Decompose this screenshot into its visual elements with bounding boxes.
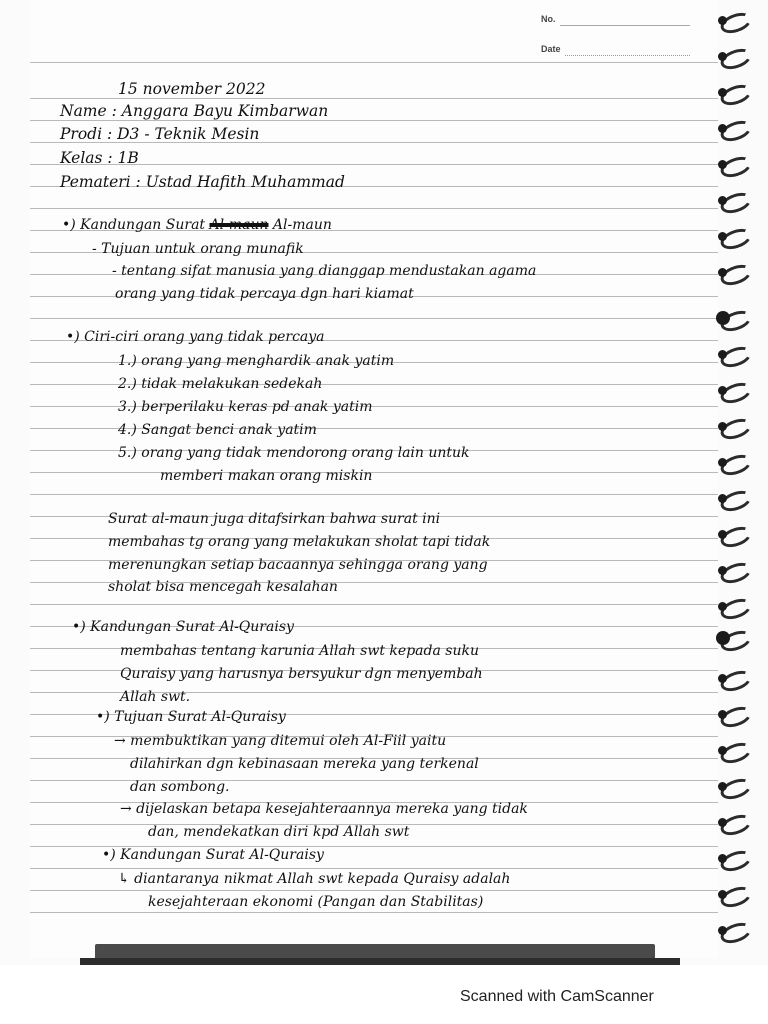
section-heading-text-end: Al-maun (268, 217, 332, 233)
date-line (565, 55, 690, 57)
section-heading-ciri: •) Ciri-ciri orang yang tidak percaya (66, 329, 325, 345)
paragraph-line: sholat bisa mencegah kesalahan (108, 579, 338, 595)
note-line: dilahirkan dgn kebinasaan mereka yang terkenal (130, 756, 479, 772)
list-item: 4.) Sangat benci anak yatim (118, 422, 317, 438)
struck-text: Al-maun (209, 217, 269, 233)
list-item: 2.) tidak melakukan sedekah (118, 376, 323, 392)
list-item: 5.) orang yang tidak mendorong orang lain untuk (118, 445, 470, 461)
prodi-line: Prodi : D3 - Teknik Mesin (60, 125, 260, 143)
date-text: 15 november 2022 (118, 80, 266, 98)
note-line: - Tujuan untuk orang munafik (92, 241, 304, 257)
list-item: 1.) orang yang menghardik anak yatim (118, 353, 395, 369)
section-heading-text: •) Kandungan Surat (62, 217, 210, 233)
note-line: Quraisy yang harusnya bersyukur dgn menyembah (120, 666, 483, 682)
note-line: orang yang tidak percaya dgn hari kiamat (115, 286, 414, 302)
note-line: kesejahteraan ekonomi (Pangan dan Stabilitas) (148, 894, 484, 910)
list-item: 3.) berperilaku keras pd anak yatim (118, 399, 373, 415)
note-line: → membuktikan yang ditemui oleh Al-Fiil yaitu (114, 733, 447, 749)
section-heading-quraisy: •) Kandungan Surat Al-Quraisy (72, 619, 294, 635)
list-item-continued: memberi makan orang miskin (160, 468, 373, 484)
note-line: Allah swt. (120, 689, 191, 705)
date-label: Date (541, 44, 561, 54)
note-line: ↳ diantaranya nikmat Allah swt kepada Quraisy adalah (118, 871, 511, 887)
pemateri-line: Pemateri : Ustad Hafith Muhammad (60, 173, 345, 191)
note-line: - tentang sifat manusia yang dianggap mendustakan agama (112, 263, 537, 279)
no-label: No. (541, 14, 556, 24)
section-heading-tujuan: •) Tujuan Surat Al-Quraisy (96, 709, 286, 725)
paragraph-line: merenungkan setiap bacaannya sehingga orang yang (108, 557, 488, 573)
page-edge-dark (80, 958, 680, 965)
camscanner-watermark: Scanned with CamScanner (460, 988, 654, 1005)
section-heading-kandungan-quraisy: •) Kandungan Surat Al-Quraisy (102, 847, 324, 863)
note-line: → dijelaskan betapa kesejahteraannya mereka yang tidak (120, 801, 528, 817)
paragraph-line: membahas tg orang yang melakukan sholat tapi tidak (108, 534, 491, 550)
paragraph-line: Surat al-maun juga ditafsirkan bahwa surat ini (108, 511, 441, 527)
note-line: membahas tentang karunia Allah swt kepada suku (120, 643, 479, 659)
section-heading-almaun (62, 216, 332, 234)
name-line: Name : Anggara Bayu Kimbarwan (60, 102, 329, 120)
no-line (560, 25, 690, 26)
kelas-line: Kelas : 1B (60, 149, 139, 167)
note-line: dan, mendekatkan diri kpd Allah swt (148, 824, 410, 840)
note-line: dan sombong. (130, 779, 230, 795)
